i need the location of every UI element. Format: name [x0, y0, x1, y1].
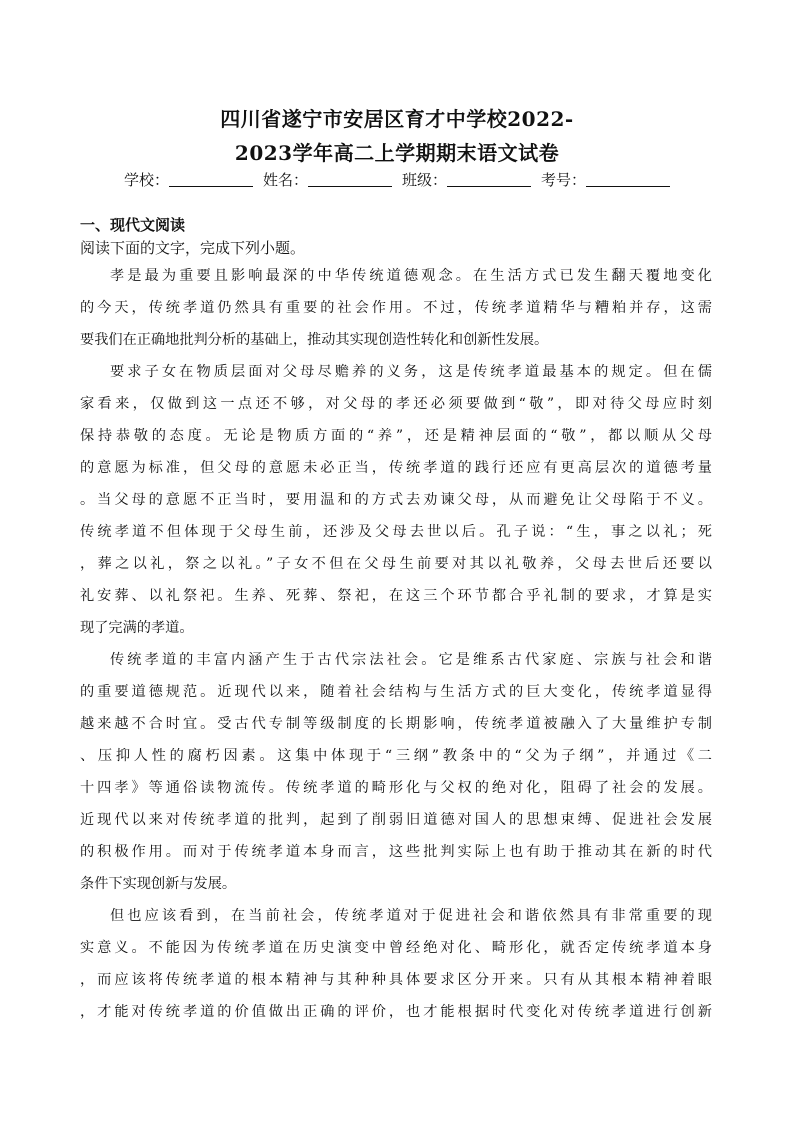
- class-label: 班级：: [402, 171, 448, 189]
- passage-line: 家看来，仅做到这一点还不够，对父母的孝还必须要做到“敬”，即对待父母应时刻: [80, 396, 712, 412]
- passage-line: 但也应该看到，在当前社会，传统孝道对于促进社会和谐依然具有非常重要的现: [110, 908, 712, 924]
- section-heading: 一、现代文阅读: [80, 216, 186, 234]
- passage-line: 条件下实现创新与发展。: [80, 876, 237, 892]
- class-blank[interactable]: [447, 172, 531, 187]
- section-instruction: 阅读下面的文字，完成下列小题。: [80, 239, 306, 257]
- passage-line: 实意义。不能因为传统孝道在历史演变中曾经绝对化、畸形化，就否定传统孝道本身: [80, 940, 712, 956]
- passage-line: 、压抑人性的腐朽因素。这集中体现于“三纲”教条中的“父为子纲”，并通过《二: [80, 748, 712, 764]
- passage-line: ，而应该将传统孝道的根本精神与其种种具体要求区分开来。只有从其根本精神着眼: [80, 972, 712, 988]
- school-label: 学校：: [123, 171, 169, 189]
- passage-line: 要求子女在物质层面对父母尽赡养的义务，这是传统孝道最基本的规定。但在儒: [110, 364, 712, 380]
- exam-title-line-1: 四川省遂宁市安居区育才中学校2022-: [220, 107, 574, 131]
- name-blank[interactable]: [308, 172, 392, 187]
- passage-line: 近现代以来对传统孝道的批判，起到了削弱旧道德对国人的思想束缚、促进社会发展: [80, 812, 712, 828]
- passage-line: 传统孝道的丰富内涵产生于古代宗法社会。它是维系古代家庭、宗族与社会和谐: [110, 652, 712, 668]
- passage-line: 的积极作用。而对于传统孝道本身而言，这些批判实际上也有助于推动其在新的时代: [80, 844, 712, 860]
- school-blank[interactable]: [169, 172, 253, 187]
- passage-line: 要我们在正确地批判分析的基础上，推动其实现创造性转化和创新性发展。: [80, 332, 549, 348]
- exam-number-blank[interactable]: [586, 172, 670, 187]
- passage-line: 的今天，传统孝道仍然具有重要的社会作用。不过，传统孝道精华与糟粕并存，这需: [80, 300, 712, 316]
- passage-line: 传统孝道不但体现于父母生前，还涉及父母去世以后。孔子说：“生，事之以礼；死: [80, 524, 712, 540]
- student-info-row: [0, 169, 794, 190]
- passage-line: 礼安葬、以礼祭祀。生养、死葬、祭祀，在这三个环节都合乎礼制的要求，才算是实: [80, 588, 712, 604]
- passage-line: 。当父母的意愿不正当时，要用温和的方式去劝谏父母，从而避免让父母陷于不义。: [80, 492, 712, 508]
- passage-line: 保持恭敬的态度。无论是物质方面的“养”，还是精神层面的“敬”，都以顺从父母: [80, 428, 712, 444]
- passage-line: 越来越不合时宜。受古代专制等级制度的长期影响，传统孝道被融入了大量维护专制: [80, 716, 712, 732]
- exam-title-line-2: 2023学年高二上学期期末语文试卷: [234, 141, 560, 165]
- passage-line: 现了完满的孝道。: [80, 620, 194, 636]
- exam-number-label: 考号：: [541, 171, 587, 189]
- name-label: 姓名：: [262, 171, 308, 189]
- passage-line: ，葬之以礼，祭之以礼。”子女不但在父母生前要对其以礼敬养，父母去世后还要以: [80, 556, 712, 572]
- passage-line: 的重要道德规范。近现代以来，随着社会结构与生活方式的巨大变化，传统孝道显得: [80, 684, 712, 700]
- passage-line: 十四孝》等通俗读物流传。传统孝道的畸形化与父权的绝对化，阻碍了社会的发展。: [80, 780, 712, 796]
- passage-line: 孝是最为重要且影响最深的中华传统道德观念。在生活方式已发生翻天覆地变化: [110, 268, 712, 284]
- passage-line: ，才能对传统孝道的价值做出正确的评价，也才能根据时代变化对传统孝道进行创新: [80, 1004, 712, 1020]
- passage-line: 的意愿为标准，但父母的意愿未必正当，传统孝道的践行还应有更高层次的道德考量: [80, 460, 712, 476]
